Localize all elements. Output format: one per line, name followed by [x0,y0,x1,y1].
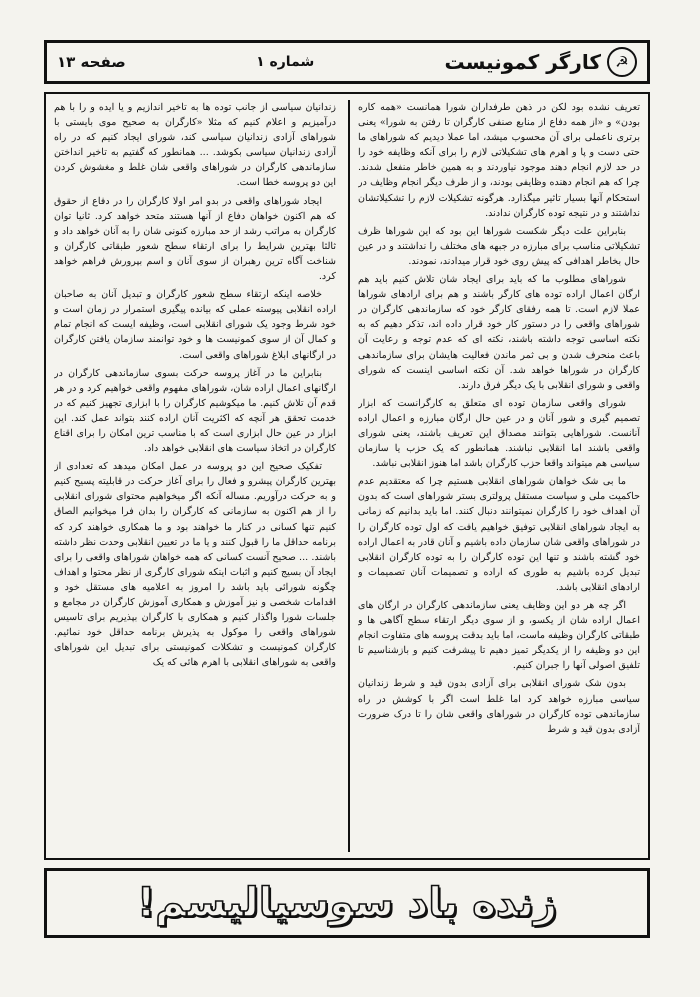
paragraph: ایجاد شوراهای واقعی در بدو امر اولا کارگران را در دفاع از حقوق که هم اکنون خواهان دفاع از آنها هستند متحد خواهد کرد. ثانیا توان کارگران به مراتب رشد از حد مبارزه کنونی شان را به آنان خواهد داد و ثالثا بهترین شرایط را برای ارتقاء سطح شعور طبقاتی کارگران و شناخت آگاه ترین رهبران از سوی آنان و اسم بپرورش فراهم خواهد کرد. [54,195,336,283]
page-number: صفحه ۱۳ [57,53,126,71]
hammer-sickle-icon: ☭ [607,47,637,77]
article-column-left [54,100,336,852]
article-body [44,92,650,860]
issue-number: شماره ۱ [256,54,315,70]
publication-name: کارگر کمونیست [444,50,601,74]
paragraph: بدون شک شورای انقلابی برای آزادی بدون قید و شرط زندانیان سیاسی مبارزه خواهد کرد اما غلط است اگر با کوشش در راه سازماندهی توده کارگران در شوراهای واقعی شان را تا درک ضرورت آزادی بدون قید و شرط [358,678,640,735]
paragraph: ما بی شک خواهان شوراهای انقلابی هستیم چرا که معتقدیم عدم حاکمیت ملی و سیاست مستقل پرولتری بستر شوراهای است که بدون آن اهداف خود را کارگران نمیتوانند دنبال کنند. اما باید بدانیم که زمانی به ایجاد شوراهای انقلابی توفیق خواهیم یافت که اول توده کارگران را در شوراهای واقعی شان سازمان داده باشیم و آنان قادر به اعمال اراده خود گشته باشند و تنها این توده کارگران را به توده کارگران انقلابی تبدیل کرده باشیم به طوری که اراده و تصمیمات آنان تصمیمات و ارادهای انقلابی باشد. [358,476,640,593]
paragraph: تعریف نشده بود لکن در ذهن طرفداران شورا همانست «همه کاره بودن» و «از همه دفاع از منابع صنفی کارگران تا رفتن به شورا» یعنی برتری ناعملی برای آن محسوب میشد، اما عملا دیدیم که شوراهای ما حتی دست و پا و اهرم های تشکیلاتی لازم را برای آنکه وظایفه خود را در حد لازم انجام دهند موجود نیاوردند و به همین خاطر منفعل شدند. چرا که هم انجام دهنده وظایفی بودند، و از طرف دیگر انجام وظایف در استحکام آنها بسیار تاثیر میگذارد. هرگونه تشکیلات لازم را تشکیلاتشان نداشتند و در نتیجه توده کارگران ندادند. [358,102,640,219]
publication-title [445,47,637,77]
newspaper-page [44,40,650,940]
slogan-banner [44,868,650,938]
paragraph: بنابراین ما در آغاز پروسه حرکت بسوی سازماندهی کارگران در ارگانهای اعمال اراده شان، شوراهای مفهوم واقعی خواهیم کرد و در هر قدم آن تلاش کنیم. ما میکوشیم کارگران را با ابزاری تجهیز کنیم که در خدمت تحقق هر آنچه که اکثریت آنان اراده کنند بتواند عمل کند. این ابزار در عین حال ابزاری است که با مناسب ترین امکان را برای اقناع کارگران در اتخاذ سیاست های انقلابی خواهد داد. [54,367,336,455]
masthead [44,40,650,84]
slogan-text: زنده باد سوسیالیسم! [137,880,557,926]
paragraph: خلاصه اینکه ارتقاء سطح شعور کارگران و تبدیل آنان به صاحبان اراده انقلابی پیوسته عملی که بیانده پیگیری استمرار در زمان است و خود شرط وجود یک شورای انقلابی است، وظیفه ایست که انجام تمام و کمال آن از سوی کمونیست ها و خود توانمند سازمان یافتن کارگران در ارگانهای ابلاغ شوراهای واقعی است. [54,289,336,361]
paragraph: اگر چه هر دو این وظایف یعنی سازماندهی کارگران در ارگان های اعمال اراده شان از یکسو، و از سوی دیگر ارتقاء سطح آگاهی ها و طبقاتی کارگران وظیفه ماست، اما باید بدقت پروسه های متفاوت انجام این دو وظیفه را از یکدیگر تمیز دهیم تا پیشرفت کنیم و بازشناسیم تا تلفیق اصولی آنها را جبران کنیم. [358,600,640,672]
column-divider [348,100,350,852]
paragraph: شورای واقعی سازمان توده ای متعلق به کارگرانست که ابزار تصمیم گیری و شور آنان و در عین حال ارگان مبارزه و اعمال اراده آنانست. شوراهایی بتوانند مصداق این تعریف باشند، یعنی شورای واقعی باشند اما انقلابی نباشند. همانطور که یک حزب یا سازمان سیاسی هم میتواند واقعا حزب کارگران باشد اما هنوز انقلابی نباشد. [358,397,640,470]
paragraph: زندانیان سیاسی از جانب توده ها به تاخیر اندازیم و یا ایده و را با هم درآمیزیم و اعلام کنیم که مثلا «کارگران به صحیح موی بایستی با شوراهای آزادی زندانیان سیاسی کند، شورای ایجاد کنیم که در راه آزادی زندانیان سیاسی بکوشد. ... همانطور که گفتیم به تاخیر انداختن سازماندهی کارگران در شوراهای واقعی شان غلط و مغشوش کردن این دو پروسه خطا است. [54,102,336,189]
paragraph: بنابراین علت دیگر شکست شوراها این بود که این شوراها ظرف تشکیلاتی مناسب برای مبارزه در جبهه های مختلف را نداشتند و در عین حال بخاطر اهدافی که پیش روی خود قرار میدادند، نمودند. [358,225,640,267]
paragraph: تفکیک صحیح این دو پروسه در عمل امکان میدهد که تعدادی از بهترین کارگران پیشرو و فعال را برای آغاز حرکت در قابلیته پسیح کنیم و به حرکت درآوریم. مساله آنکه اگر میخواهیم محتوای شورای انقلابی را از هم اکنون به سازمانی که کارگران را بدان فرا میخوانیم الصاق کنیم تنها کسانی در کنار ما خواهند بود و ما همکاری خواهند کرد که برنامه حداقل ما را قبول کنند و یا ما در تعیین انقلابی وحدت نظر داشته باشند. ... صحیح آنست کسانی که همه خواهان شوراهای واقعی را برای ایجاد آن بسیج کنیم و اثبات اینکه شورای کارگری از نظر محتوا و اهداف چگونه شورائی باید باشد را امروز به اعلامیه های مستقل خود و اقدامات شخصی و نیز آموزش و همکاری آموزش کارگران در مجامع و جلسات شورا واگذار کنیم و همکاری با کارگران بپذیریم برای تاسیس شوراهای واقعی را موکول به پذیرش برنامه حداقل خود نمائیم. کارگران کمونیست و تشکلات کمونیستی برای تبدیل این شوراهای واقعی به شوراهای انقلابی با اهرم هائی که یک [54,461,336,669]
article-column-right [358,100,640,852]
paragraph: شوراهای مطلوب ما که باید برای ایجاد شان تلاش کنیم باید هم ارگان اعمال اراده توده های کارگر باشند و هم برای ارادهای شوراها عملا لازم است. تا همه رفقای کارگر خود که سازماندهی کارگران در شوراهای واقعی را در دستور کار خود قرار داده اند، تذکر دهیم که به نکته اساسی توجه داشته باشند، نکته ای که عدم توجه و رعایت آن باعث منحرف شدن و بی ثمر ماندن فعالیت هایشان برای سازماندهی کارگران در شوراها خواهد شد. آن نکته اساسی اینست که شورای واقعی و شورای انقلابی با یک دیگر فرق دارند. [358,274,640,391]
